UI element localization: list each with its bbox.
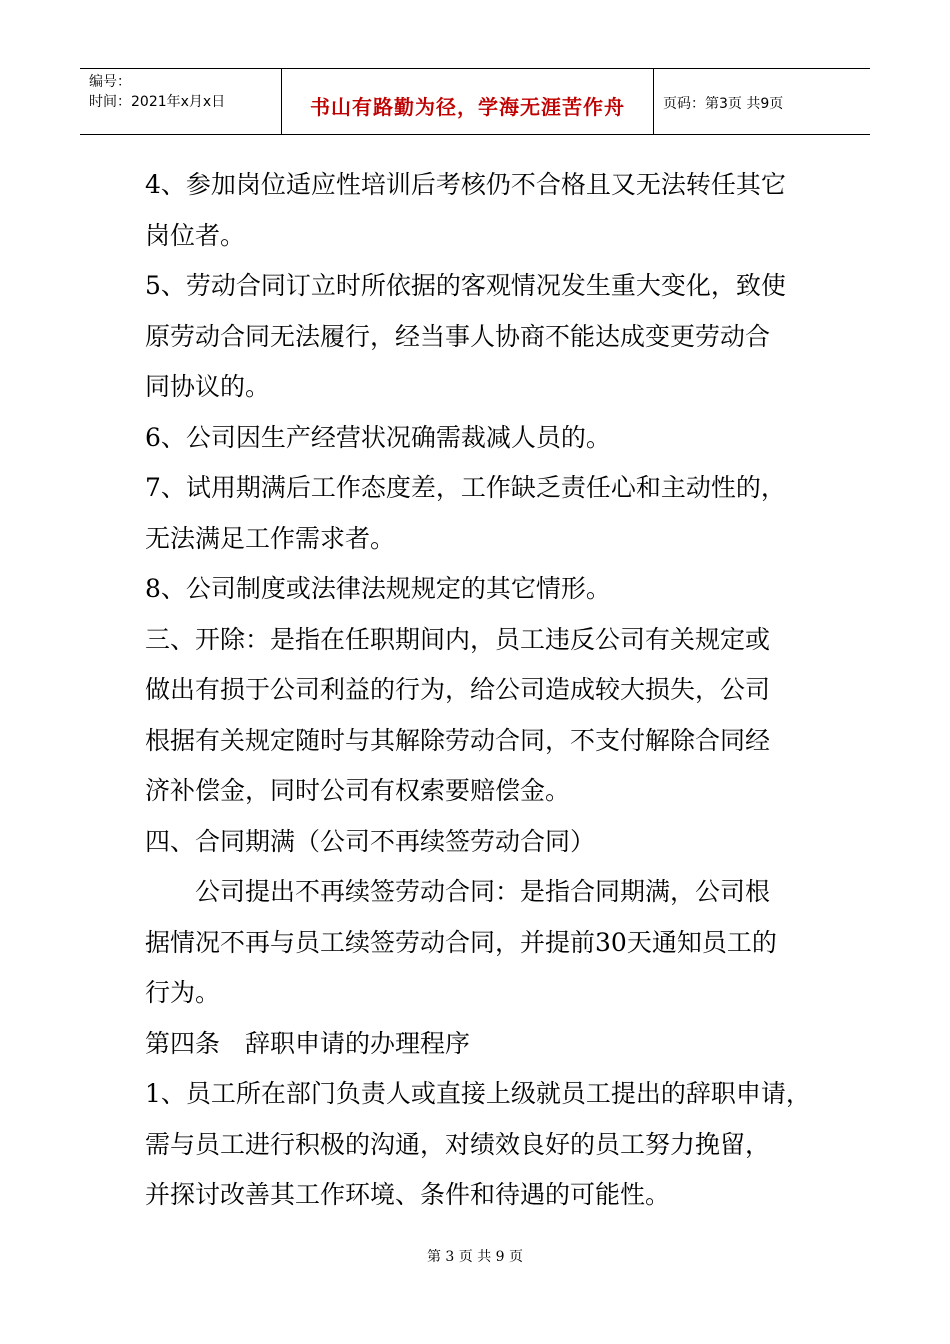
section-heading-contract-expiry: 四、合同期满（公司不再续签劳动合同） — [145, 826, 596, 856]
body-line: 济补偿金，同时公司有权索要赔偿金。 — [145, 776, 571, 805]
body-line: 行为。 — [145, 978, 221, 1007]
body-line: 公司提出不再续签劳动合同：是指合同期满，公司根 — [195, 877, 771, 906]
body-line: 原劳动合同无法履行，经当事人协商不能达成变更劳动合 — [145, 321, 771, 351]
document-number-label: 编号： — [89, 74, 131, 90]
body-line: 无法满足工作需求者。 — [145, 523, 396, 553]
body-line: 需与员工进行积极的沟通，对绩效良好的员工努力挽留， — [145, 1129, 771, 1159]
body-line: 8、公司制度或法律法规规定的其它情形。 — [145, 574, 611, 603]
body-line: 5、劳动合同订立时所依据的客观情况发生重大变化，致使 — [145, 271, 786, 300]
body-line: 岗位者。 — [145, 220, 246, 250]
body-line: 1、员工所在部门负责人或直接上级就员工提出的辞职申请， — [145, 1079, 811, 1108]
body-line: 做出有损于公司利益的行为，给公司造成较大损失，公司 — [145, 675, 771, 704]
body-line: 同协议的。 — [145, 372, 271, 401]
header-motto: 书山有路勤为径，学海无涯苦作舟 — [310, 95, 625, 119]
body-line: 4、参加岗位适应性培训后考核仍不合格且又无法转任其它 — [145, 170, 786, 199]
header-page-info: 页码：第3页 共9页 — [663, 95, 784, 112]
document-time-label: 时间：2021年x月x日 — [89, 94, 226, 110]
article-heading: 第四条 辞职申请的办理程序 — [145, 1028, 471, 1058]
body-line: 并探讨改善其工作环境、条件和待遇的可能性。 — [145, 1180, 671, 1209]
header-meta-cell — [80, 69, 282, 134]
page-footer — [0, 1246, 950, 1266]
body-line: 6、公司因生产经营状况确需裁减人员的。 — [145, 422, 611, 452]
footer-page-number: 第 3 页 共 9 页 — [426, 1249, 524, 1265]
body-line: 根据有关规定随时与其解除劳动合同，不支付解除合同经 — [145, 725, 771, 755]
document-header — [80, 68, 870, 135]
body-line: 据情况不再与员工续签劳动合同，并提前30天通知员工的 — [145, 927, 777, 957]
header-motto-cell — [282, 69, 654, 134]
document-body — [145, 160, 825, 1221]
section-heading-dismissal: 三、开除：是指在任职期间内，员工违反公司有关规定或 — [145, 624, 771, 654]
body-line: 7、试用期满后工作态度差，工作缺乏责任心和主动性的， — [145, 473, 786, 502]
header-page-cell — [654, 69, 870, 134]
